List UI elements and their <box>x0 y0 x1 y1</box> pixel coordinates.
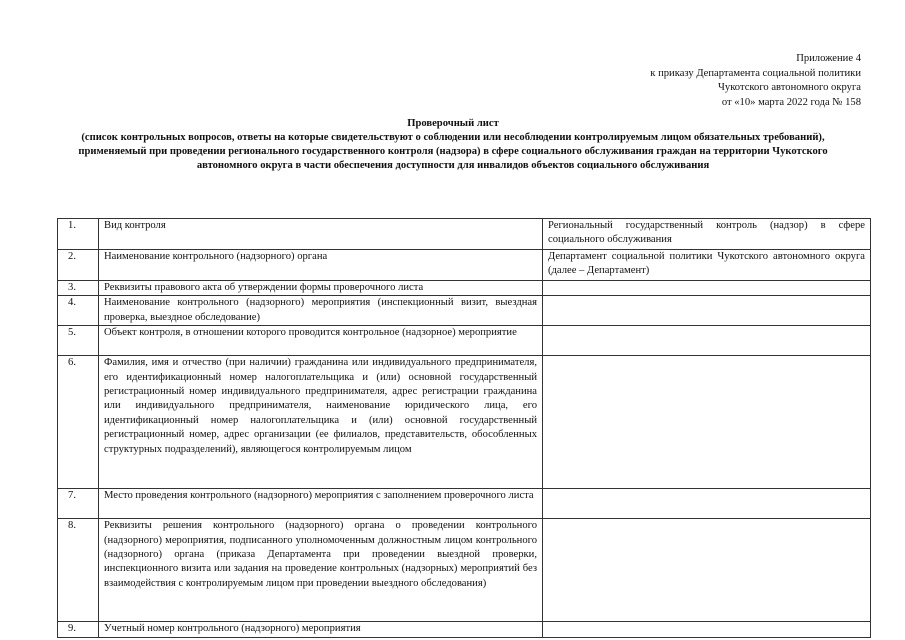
table-row <box>58 281 871 296</box>
table-row <box>58 326 871 356</box>
row-number: 8. <box>58 519 99 622</box>
row-label: Наименование контрольного (надзорного) мероприятия (инспекционный визит, выездная проверка, выездное обследование) <box>99 296 543 326</box>
table-row <box>58 622 871 637</box>
table-row <box>58 296 871 326</box>
table-row <box>58 519 871 622</box>
row-number: 5. <box>58 326 99 356</box>
document-title: Проверочный лист <box>407 118 499 129</box>
appendix-line: Чукотского автономного округа <box>718 82 861 94</box>
appendix-line: от «10» марта 2022 года № 158 <box>721 96 861 108</box>
row-number: 2. <box>58 250 99 281</box>
row-value <box>543 519 871 622</box>
row-number: 1. <box>58 219 99 250</box>
row-number: 4. <box>58 296 99 326</box>
row-label: Наименование контрольного (надзорного) органа <box>99 250 543 281</box>
checklist-table <box>57 218 871 638</box>
row-value <box>543 356 871 489</box>
row-number: 9. <box>58 622 99 637</box>
appendix-line: Приложение 4 <box>796 53 861 64</box>
row-value: Региональный государственный контроль (надзор) в сфере социального обслуживания <box>543 219 871 250</box>
row-label: Учетный номер контрольного (надзорного) мероприятия <box>99 622 543 637</box>
row-value <box>543 326 871 356</box>
row-value <box>543 296 871 326</box>
row-number: 6. <box>58 356 99 489</box>
document-subtitle: (список контрольных вопросов, ответы на которые свидетельствуют о соблюдении или несоблюдении контролируемым лицом обязательных требований), применяемый при проведении регионального государственного контроля (надзора) в сфере социального обслуживания граждан на территории Чукотского автономного округа в части обеспечения доступности для инвалидов объектов социального обслуживания <box>78 132 828 171</box>
row-label: Реквизиты правового акта об утверждении формы проверочного листа <box>99 281 543 296</box>
row-value: Департамент социальной политики Чукотского автономного округа (далее – Департамент) <box>543 250 871 281</box>
row-value <box>543 489 871 519</box>
row-value <box>543 622 871 637</box>
document-heading <box>52 117 854 173</box>
row-label: Вид контроля <box>99 219 543 250</box>
table-row <box>58 250 871 281</box>
row-label: Объект контроля, в отношении которого проводится контрольное (надзорное) мероприятие <box>99 326 543 356</box>
table-row <box>58 219 871 250</box>
row-label: Место проведения контрольного (надзорного) мероприятия с заполнением проверочного листа <box>99 489 543 519</box>
row-number: 3. <box>58 281 99 296</box>
table-row <box>58 356 871 489</box>
table-row <box>58 489 871 519</box>
appendix-block <box>650 52 861 110</box>
appendix-line: к приказу Департамента социальной политики <box>650 67 861 79</box>
row-number: 7. <box>58 489 99 519</box>
row-value <box>543 281 871 296</box>
row-label: Фамилия, имя и отчество (при наличии) гражданина или индивидуального предпринимателя, его идентификационный номер налогоплательщика и (или) основной государственный регистрационный номер индивидуального предпринимателя, адрес регистрации гражданина или индивидуального предпринимателя, наименование юридического лица, его идентификационный номер налогоплательщика и (или) основной государственный регистрационный номер, адрес организации (ее филиалов, представительств, обособленных структурных подразделений), являющегося контролируемым лицом <box>99 356 543 489</box>
row-label: Реквизиты решения контрольного (надзорного) органа о проведении контрольного (надзорного) мероприятия, подписанного уполномоченным должностным лицом контрольного (надзорного) органа (приказа Департамента при проведении выездной проверки, инспекционного визита или задания на проведение контрольных (надзорных) мероприятий без взаимодействия с контролируемым лицом при проведении выездного обследования) <box>99 519 543 622</box>
